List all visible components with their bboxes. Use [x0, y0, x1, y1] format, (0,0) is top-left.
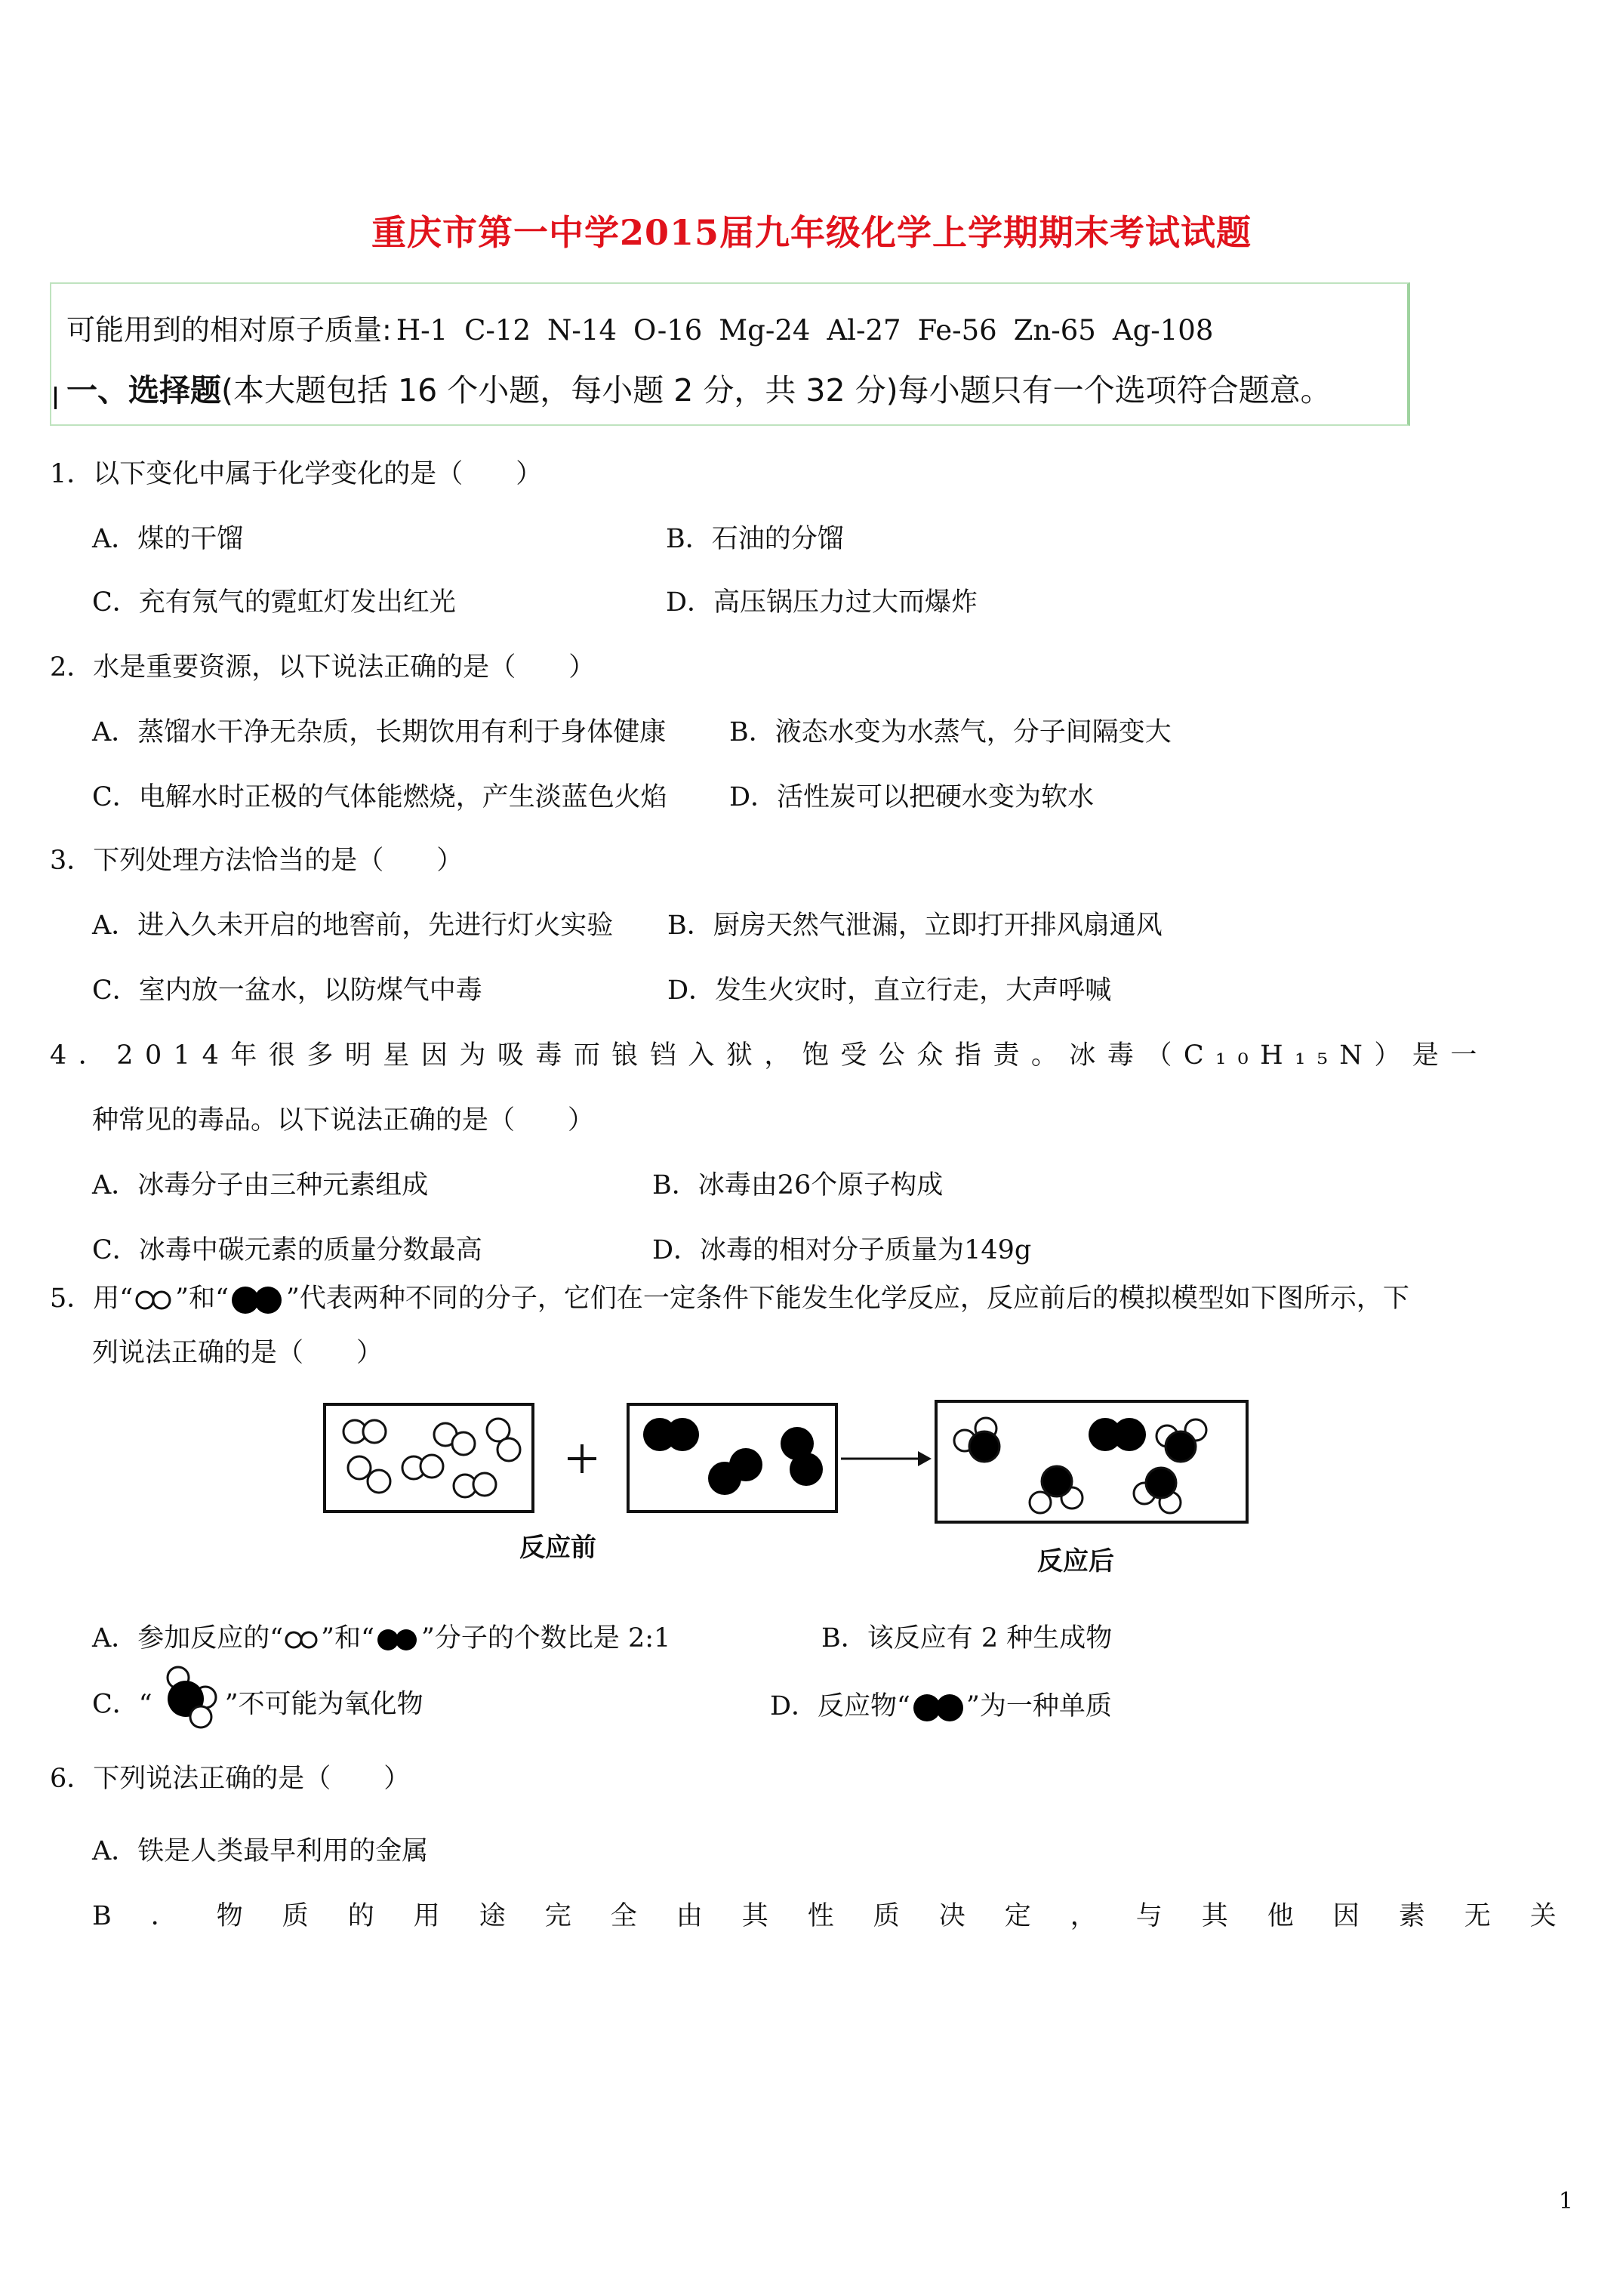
white-molecule-icon	[283, 1628, 321, 1652]
question-4-option-c: C．冰毒中碳元素的质量分数最高	[92, 1235, 482, 1265]
question-5-option-c-pre: C．“	[92, 1689, 152, 1720]
question-2-option-c: C．电解水时正极的气体能燃烧，产生淡蓝色火焰	[92, 782, 667, 812]
element-mass: Mg-24	[719, 314, 811, 347]
reaction-model-diagram	[317, 1397, 1268, 1578]
question-5-option-c	[92, 1679, 423, 1732]
question-2-option-a: A．蒸馏水干净无杂质，长期饮用有利于身体健康	[92, 717, 667, 747]
question-1-option-c: C．充有氖气的霓虹灯发出红光	[92, 587, 456, 618]
question-3-option-d: D．发生火灾时，直立行走，大声呼喊	[667, 975, 1112, 1006]
question-6-stem: 6．下列说法正确的是（ ）	[50, 1764, 411, 1794]
page-title: 重庆市第一中学2015届九年级化学上学期期末考试试题	[371, 212, 1252, 253]
question-5-option-a-pre: A．参加反应的“	[92, 1623, 284, 1653]
element-mass: Zn-65	[1013, 314, 1096, 347]
element-mass: H-1	[396, 314, 448, 347]
question-6-option-b: B．物质的用途完全由其性质决定，与其他因素无关	[92, 1901, 1596, 1931]
question-5-option-a-mid: ”和“	[321, 1623, 374, 1653]
section-heading	[66, 365, 1332, 410]
element-mass: Ag-108	[1112, 314, 1214, 347]
question-1-option-b: B．石油的分馏	[666, 524, 844, 554]
after-box	[936, 1401, 1247, 1522]
question-5-stem-pre: 5．用“	[50, 1284, 134, 1314]
question-1-option-a: A．煤的干馏	[92, 524, 244, 554]
question-5-option-c-post: ”不可能为氧化物	[224, 1689, 423, 1720]
element-mass: N-14	[547, 314, 617, 347]
question-6-option-a: A．铁是人类最早利用的金属	[92, 1836, 429, 1866]
question-5-option-d-post: ”为一种单质	[965, 1691, 1112, 1721]
before-label: 反应前	[519, 1533, 596, 1563]
before-box-black	[628, 1404, 836, 1512]
black-molecule-icon	[229, 1284, 286, 1316]
atomic-mass-line	[66, 307, 1213, 348]
question-2-stem: 2．水是重要资源，以下说法正确的是（ ）	[50, 652, 596, 683]
question-2-option-d: D．活性炭可以把硬水变为软水	[729, 782, 1095, 812]
question-5-stem-mid: ”和“	[175, 1284, 229, 1314]
reaction-arrow	[841, 1451, 932, 1466]
element-mass: Fe-56	[917, 314, 997, 347]
after-label: 反应后	[1037, 1546, 1114, 1576]
element-mass: Al-27	[827, 314, 901, 347]
section-name: 一、选择题	[66, 372, 221, 408]
question-5-option-a	[92, 1622, 670, 1655]
question-5-option-d-pre: D．反应物“	[770, 1691, 910, 1721]
plus-sign	[568, 1444, 596, 1473]
atomic-mass-label: 可能用到的相对原子质量:	[66, 313, 392, 347]
question-5-stem-post: ”代表两种不同的分子，它们在一定条件下能发生化学反应，反应前后的模拟模型如下图所示，下	[285, 1284, 1409, 1314]
black-molecule-icon	[910, 1692, 966, 1724]
question-3-stem: 3．下列处理方法恰当的是（ ）	[50, 846, 463, 876]
white-molecule-icon	[133, 1287, 175, 1313]
question-1-stem: 1．以下变化中属于化学变化的是（ ）	[50, 459, 543, 489]
question-4-stem-line2: 种常见的毒品。以下说法正确的是（ ）	[92, 1105, 595, 1136]
black-molecule-icon	[374, 1627, 421, 1653]
question-5-option-d	[770, 1690, 1112, 1724]
question-5-option-b: B．该反应有 2 种生成物	[821, 1623, 1113, 1653]
question-4-option-d: D．冰毒的相对分子质量为149g	[652, 1235, 1032, 1265]
question-3-option-c: C．室内放一盆水，以防煤气中毒	[92, 975, 482, 1006]
page-number: 1	[1558, 2188, 1573, 2214]
text-cursor	[54, 387, 57, 409]
element-mass: O-16	[633, 314, 703, 347]
oxide-molecule-icon	[152, 1660, 225, 1732]
element-mass: C-12	[464, 314, 531, 347]
question-2-option-b: B．液态水变为水蒸气，分子间隔变大	[729, 717, 1172, 747]
question-3-option-b: B．厨房天然气泄漏，立即打开排风扇通风	[667, 911, 1163, 941]
question-4-stem-line1: 4．2014年很多明星因为吸毒而锒铛入狱，饱受公众指责。冰毒（C₁₀H₁₅N）是一	[50, 1040, 1489, 1071]
question-4-option-a: A．冰毒分子由三种元素组成	[92, 1170, 429, 1200]
question-5-option-a-post: ”分子的个数比是 2:1	[420, 1623, 671, 1653]
question-5-stem-line1	[50, 1282, 1409, 1316]
question-4-option-b: B．冰毒由26个原子构成	[652, 1170, 944, 1200]
before-box-white	[325, 1404, 533, 1512]
section-desc: (本大题包括 16 个小题，每小题 2 分，共 32 分)每小题只有一个选项符合题意。	[221, 372, 1332, 408]
question-3-option-a: A．进入久未开启的地窖前，先进行灯火实验	[92, 911, 614, 941]
question-5-stem-line2: 列说法正确的是（ ）	[92, 1338, 383, 1368]
question-1-option-d: D．高压锅压力过大而爆炸	[666, 587, 978, 618]
